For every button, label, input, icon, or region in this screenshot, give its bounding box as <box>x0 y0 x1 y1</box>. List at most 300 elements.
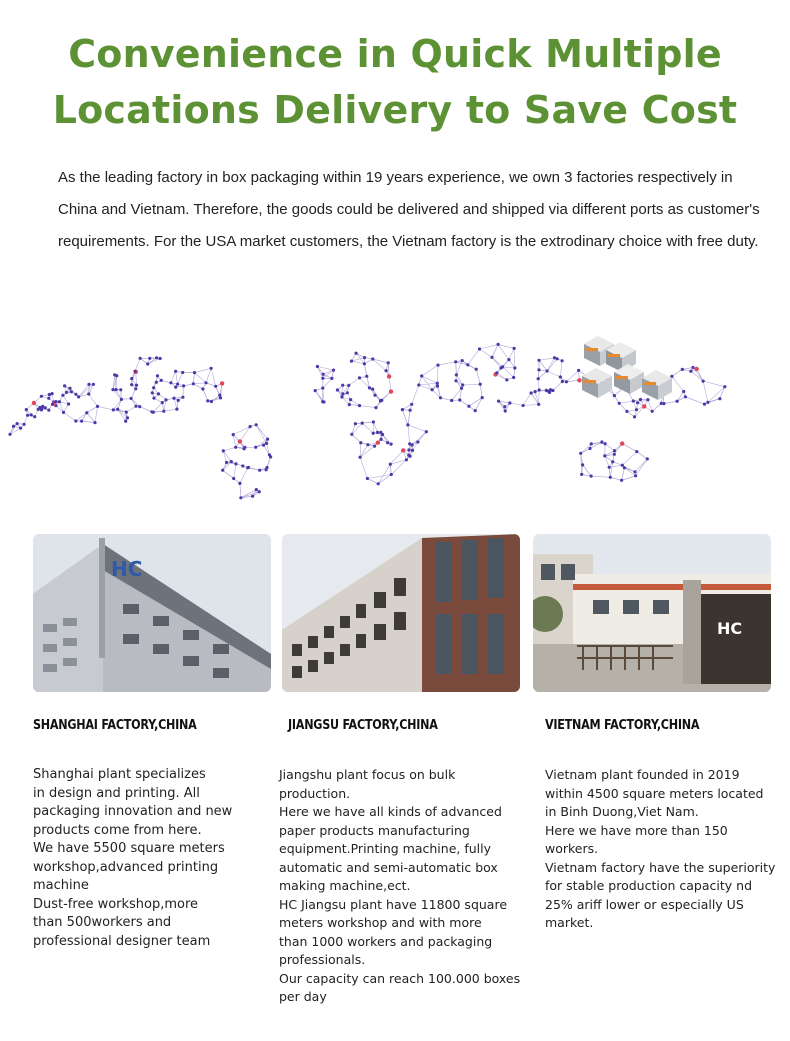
map-node <box>387 374 391 378</box>
map-node <box>159 357 162 360</box>
map-node <box>454 360 457 363</box>
map-node <box>390 443 393 446</box>
map-node <box>113 373 116 376</box>
map-node <box>371 357 374 360</box>
map-node <box>580 473 583 476</box>
map-node <box>635 450 638 453</box>
map-node <box>152 411 155 414</box>
map-node <box>221 469 224 472</box>
map-node <box>135 384 138 387</box>
map-node <box>361 422 364 425</box>
map-node <box>255 423 258 426</box>
map-node <box>80 420 83 423</box>
map-node <box>479 383 482 386</box>
map-node <box>193 371 196 374</box>
map-node <box>450 399 453 402</box>
map-node <box>348 403 351 406</box>
map-node <box>409 409 412 412</box>
map-node <box>390 473 393 476</box>
map-node <box>266 438 269 441</box>
map-node <box>365 375 368 378</box>
map-node <box>409 455 412 458</box>
map-node <box>12 425 15 428</box>
map-node <box>54 400 57 403</box>
map-node <box>604 442 607 445</box>
map-node <box>220 381 224 385</box>
map-node <box>201 387 204 390</box>
map-node <box>130 397 133 400</box>
map-node <box>230 460 233 463</box>
map-node <box>119 388 122 391</box>
jiangsu-factory-title: JIANGSU FACTORY,CHINA <box>288 718 438 733</box>
map-node <box>210 400 213 403</box>
map-node <box>48 393 51 396</box>
map-node <box>74 419 77 422</box>
map-node <box>497 343 500 346</box>
desc-line: 25% ariff lower or especially US <box>545 896 744 912</box>
map-node <box>340 395 343 398</box>
map-node <box>251 495 254 498</box>
desc-line: Vietnam plant founded in 2019 <box>545 767 740 782</box>
map-node <box>238 439 242 443</box>
map-node <box>346 391 349 394</box>
map-node <box>405 458 408 461</box>
map-node <box>608 466 611 469</box>
map-node <box>85 411 88 414</box>
map-node <box>225 461 228 464</box>
map-node <box>61 394 64 397</box>
map-node <box>368 386 371 389</box>
map-node <box>92 383 95 386</box>
map-node <box>249 425 252 428</box>
map-node <box>372 432 375 435</box>
map-node <box>386 441 389 444</box>
map-node <box>40 395 43 398</box>
map-node <box>322 373 325 376</box>
map-node <box>417 383 420 386</box>
map-node <box>219 396 222 399</box>
map-node <box>164 398 167 401</box>
map-node <box>363 362 366 365</box>
map-node <box>625 410 628 413</box>
map-node <box>373 394 376 397</box>
map-node <box>609 476 612 479</box>
map-node <box>246 466 249 469</box>
map-node <box>116 408 119 411</box>
map-node <box>695 367 699 371</box>
map-node <box>134 387 137 390</box>
map-node <box>634 474 637 477</box>
map-node <box>684 395 687 398</box>
map-node <box>44 406 47 409</box>
desc-line: Shanghai plant specializes <box>33 767 206 782</box>
map-node <box>51 403 54 406</box>
map-node <box>458 398 461 401</box>
map-node <box>389 463 392 466</box>
map-node <box>74 393 77 396</box>
map-node <box>87 383 90 386</box>
map-node <box>620 479 623 482</box>
map-node <box>513 366 516 369</box>
map-node <box>258 469 261 472</box>
map-node <box>639 398 642 401</box>
map-node <box>172 397 175 400</box>
map-node <box>561 359 564 362</box>
map-node <box>358 376 361 379</box>
map-node <box>633 470 636 473</box>
map-node <box>87 392 90 395</box>
desc-line: workshop,advanced printing <box>33 859 219 875</box>
desc-line: professional designer team <box>33 933 211 949</box>
map-node <box>138 405 141 408</box>
map-node <box>436 385 439 388</box>
map-node <box>354 422 357 425</box>
map-node <box>590 475 593 478</box>
map-node <box>642 404 646 408</box>
map-node <box>490 356 493 359</box>
map-node <box>30 413 33 416</box>
desc-line: Dust-free workshop,more <box>33 896 199 912</box>
world-network-map <box>0 312 790 512</box>
map-node <box>676 400 679 403</box>
map-node <box>63 384 66 387</box>
desc-line: in design and printing. All <box>33 785 200 801</box>
map-node <box>565 380 568 383</box>
map-node <box>33 415 36 418</box>
map-node <box>538 388 541 391</box>
map-node <box>241 464 244 467</box>
map-node <box>389 389 393 393</box>
map-node <box>47 397 50 400</box>
map-node <box>268 453 271 456</box>
map-node <box>322 400 325 403</box>
map-node <box>332 369 335 372</box>
map-node <box>436 364 439 367</box>
map-node <box>265 442 268 445</box>
desc-line: for stable production capacity nd <box>545 878 753 893</box>
map-node <box>577 369 580 372</box>
map-node <box>455 373 458 376</box>
map-node <box>431 388 434 391</box>
map-node <box>96 405 99 408</box>
vietnam-factory-description <box>545 766 780 933</box>
map-node <box>495 371 498 374</box>
map-node <box>416 440 419 443</box>
map-node <box>181 396 184 399</box>
map-node <box>501 365 504 368</box>
map-node <box>691 366 694 369</box>
map-node <box>139 357 142 360</box>
desc-line: than 1000 workers and packaging <box>279 933 493 949</box>
map-node <box>551 389 554 392</box>
map-node <box>321 377 324 380</box>
desc-line: Vietnam factory have the superiority <box>545 859 776 875</box>
map-node <box>504 409 507 412</box>
map-node <box>460 387 463 390</box>
map-node <box>176 383 179 386</box>
map-node <box>522 404 525 407</box>
headline-line-1: Convenience in Quick Multiple <box>68 32 722 76</box>
map-node <box>534 390 537 393</box>
map-node <box>232 433 235 436</box>
map-node <box>474 409 477 412</box>
desc-line: Our capacity can reach 100.000 boxes <box>279 970 521 986</box>
shanghai-factory-photo <box>33 534 271 692</box>
map-node <box>507 358 510 361</box>
map-node <box>603 454 606 457</box>
map-node <box>174 370 177 373</box>
map-node <box>590 442 593 445</box>
map-node <box>723 385 726 388</box>
map-node <box>19 427 22 430</box>
desc-line: Here we have all kinds of advanced <box>279 804 502 819</box>
map-node <box>718 397 721 400</box>
map-node <box>646 398 649 401</box>
map-node <box>374 406 377 409</box>
map-node <box>130 383 133 386</box>
map-node <box>530 391 533 394</box>
map-node <box>124 420 127 423</box>
map-node <box>621 464 624 467</box>
map-node <box>47 409 50 412</box>
map-node <box>467 405 470 408</box>
map-node <box>406 423 409 426</box>
headline <box>0 26 790 138</box>
map-node <box>181 371 184 374</box>
map-node <box>321 387 324 390</box>
desc-line: We have 5500 square meters <box>33 841 225 856</box>
map-node <box>537 359 540 362</box>
map-node <box>387 361 390 364</box>
map-node <box>126 416 129 419</box>
map-node <box>407 448 410 451</box>
map-node <box>130 377 133 380</box>
map-node <box>439 396 442 399</box>
map-node <box>350 433 353 436</box>
map-node <box>401 448 405 452</box>
map-node <box>385 369 388 372</box>
map-node <box>553 356 556 359</box>
map-node <box>503 405 506 408</box>
jiangsu-factory-photo <box>282 534 520 692</box>
map-node <box>646 457 649 460</box>
desc-line: products come from here. <box>33 822 202 838</box>
desc-line: automatic and semi-automatic box <box>279 859 498 875</box>
map-node <box>148 357 151 360</box>
shanghai-factory-title: SHANGHAI FACTORY,CHINA <box>33 718 197 733</box>
map-node <box>347 384 350 387</box>
map-node <box>70 390 73 393</box>
map-node <box>636 401 639 404</box>
map-node <box>380 438 383 441</box>
map-node <box>497 400 500 403</box>
map-node <box>702 380 705 383</box>
map-node <box>125 411 128 414</box>
desc-line: in Binh Duong,Viet Nam. <box>545 804 699 819</box>
desc-line: packaging innovation and new <box>33 804 233 819</box>
map-node <box>218 394 221 397</box>
desc-line: equipment.Printing machine, fully <box>279 841 492 856</box>
map-node <box>632 399 635 402</box>
map-node <box>376 431 379 434</box>
map-node <box>160 379 163 382</box>
map-node <box>481 396 484 399</box>
map-node <box>381 433 384 436</box>
map-node <box>330 377 333 380</box>
map-node <box>68 387 71 390</box>
desc-line: within 4500 square meters located <box>545 785 764 801</box>
map-node <box>373 445 376 448</box>
map-node <box>8 433 11 436</box>
map-node <box>161 401 164 404</box>
map-node <box>478 347 481 350</box>
map-node <box>651 410 654 413</box>
map-node <box>214 385 217 388</box>
map-node <box>505 378 508 381</box>
desc-line: paper products manufacturing <box>279 822 470 838</box>
map-node <box>23 423 26 426</box>
map-node <box>134 405 137 408</box>
map-node <box>111 388 114 391</box>
map-node <box>681 368 684 371</box>
map-node <box>379 399 382 402</box>
map-node <box>358 404 361 407</box>
map-node <box>316 365 319 368</box>
map-node <box>146 362 149 365</box>
map-node <box>169 381 172 384</box>
map-node <box>425 430 428 433</box>
desc-line: making machine,ect. <box>279 878 411 893</box>
map-node <box>359 441 362 444</box>
map-node <box>120 398 123 401</box>
map-node <box>151 391 154 394</box>
map-node <box>635 408 638 411</box>
map-node <box>461 383 464 386</box>
map-node <box>157 392 160 395</box>
map-node <box>454 379 457 382</box>
map-node <box>25 408 28 411</box>
map-node <box>577 378 581 382</box>
map-node <box>359 456 362 459</box>
map-node <box>67 402 70 405</box>
map-node <box>243 446 246 449</box>
map-node <box>372 420 375 423</box>
map-node <box>234 462 237 465</box>
desc-line: professionals. <box>279 952 366 967</box>
map-node <box>206 399 209 402</box>
map-node <box>93 421 96 424</box>
map-node <box>537 403 540 406</box>
intro-paragraph: As the leading factory in box packaging within 19 years experience, we own 3 factories respectively in China and Vietnam. Therefore, the goods could be delivered and shipped via different ports as customer's requirements. For the USA market customers, the Vietnam factory is the extrodinary choice with free duty. <box>58 169 760 250</box>
map-node <box>401 408 404 411</box>
map-node <box>133 370 136 373</box>
map-node <box>77 395 80 398</box>
map-node <box>156 374 159 377</box>
map-node <box>341 392 344 395</box>
vietnam-factory-photo <box>533 534 771 692</box>
map-node <box>16 422 19 425</box>
map-node <box>40 407 43 410</box>
vietnam-factory-title: VIETNAM FACTORY,CHINA <box>545 718 700 733</box>
map-node <box>314 389 317 392</box>
map-node <box>232 477 235 480</box>
map-node <box>588 447 591 450</box>
map-node <box>600 440 603 443</box>
map-node <box>371 388 374 391</box>
map-node <box>475 368 478 371</box>
map-node <box>513 347 516 350</box>
map-node <box>366 443 369 446</box>
map-node <box>155 381 158 384</box>
map-node <box>204 381 207 384</box>
desc-line: meters workshop and with more <box>279 915 482 930</box>
shanghai-factory-description <box>33 766 273 951</box>
desc-line: per day <box>279 989 327 1004</box>
desc-line: market. <box>545 915 594 930</box>
map-node <box>703 403 706 406</box>
desc-line: Jiangshu plant focus on bulk <box>279 767 456 782</box>
headline-line-2: Locations Delivery to Save Cost <box>52 88 738 132</box>
jiangsu-factory-description <box>279 766 527 1007</box>
map-node <box>65 391 68 394</box>
map-node <box>689 370 692 373</box>
map-node <box>258 490 261 493</box>
map-node <box>182 384 185 387</box>
map-node <box>660 402 663 405</box>
map-node <box>349 398 352 401</box>
map-node <box>239 496 242 499</box>
vietnam-sign-text: HC <box>717 619 743 638</box>
map-node <box>115 388 118 391</box>
map-node <box>620 441 624 445</box>
map-node <box>26 414 29 417</box>
map-node <box>420 374 423 377</box>
map-node <box>611 460 614 463</box>
factory-buildings-icon <box>582 336 672 400</box>
desc-line: Here we have more than 150 <box>545 822 728 838</box>
map-node <box>355 352 358 355</box>
map-node <box>706 401 709 404</box>
map-node <box>623 466 626 469</box>
desc-line: HC Jiangsu plant have 11800 square <box>279 896 508 912</box>
map-node <box>62 411 65 414</box>
map-node <box>613 394 616 397</box>
map-node <box>350 360 353 363</box>
map-node <box>265 466 268 469</box>
map-node <box>155 356 158 359</box>
map-node <box>152 397 155 400</box>
desc-line: than 500workers and <box>33 915 172 930</box>
map-node <box>210 367 213 370</box>
map-node <box>262 444 265 447</box>
map-node <box>363 356 366 359</box>
map-node <box>192 382 195 385</box>
map-node <box>37 408 40 411</box>
map-node <box>546 369 549 372</box>
map-node <box>255 488 258 491</box>
map-node <box>254 446 257 449</box>
map-node <box>175 408 178 411</box>
map-node <box>58 400 61 403</box>
map-node <box>537 368 540 371</box>
map-node <box>508 401 511 404</box>
map-node <box>461 359 464 362</box>
map-node <box>618 402 621 405</box>
map-node <box>336 388 339 391</box>
shanghai-sign-text: HC <box>111 557 143 581</box>
map-node <box>222 449 225 452</box>
map-node <box>559 375 562 378</box>
